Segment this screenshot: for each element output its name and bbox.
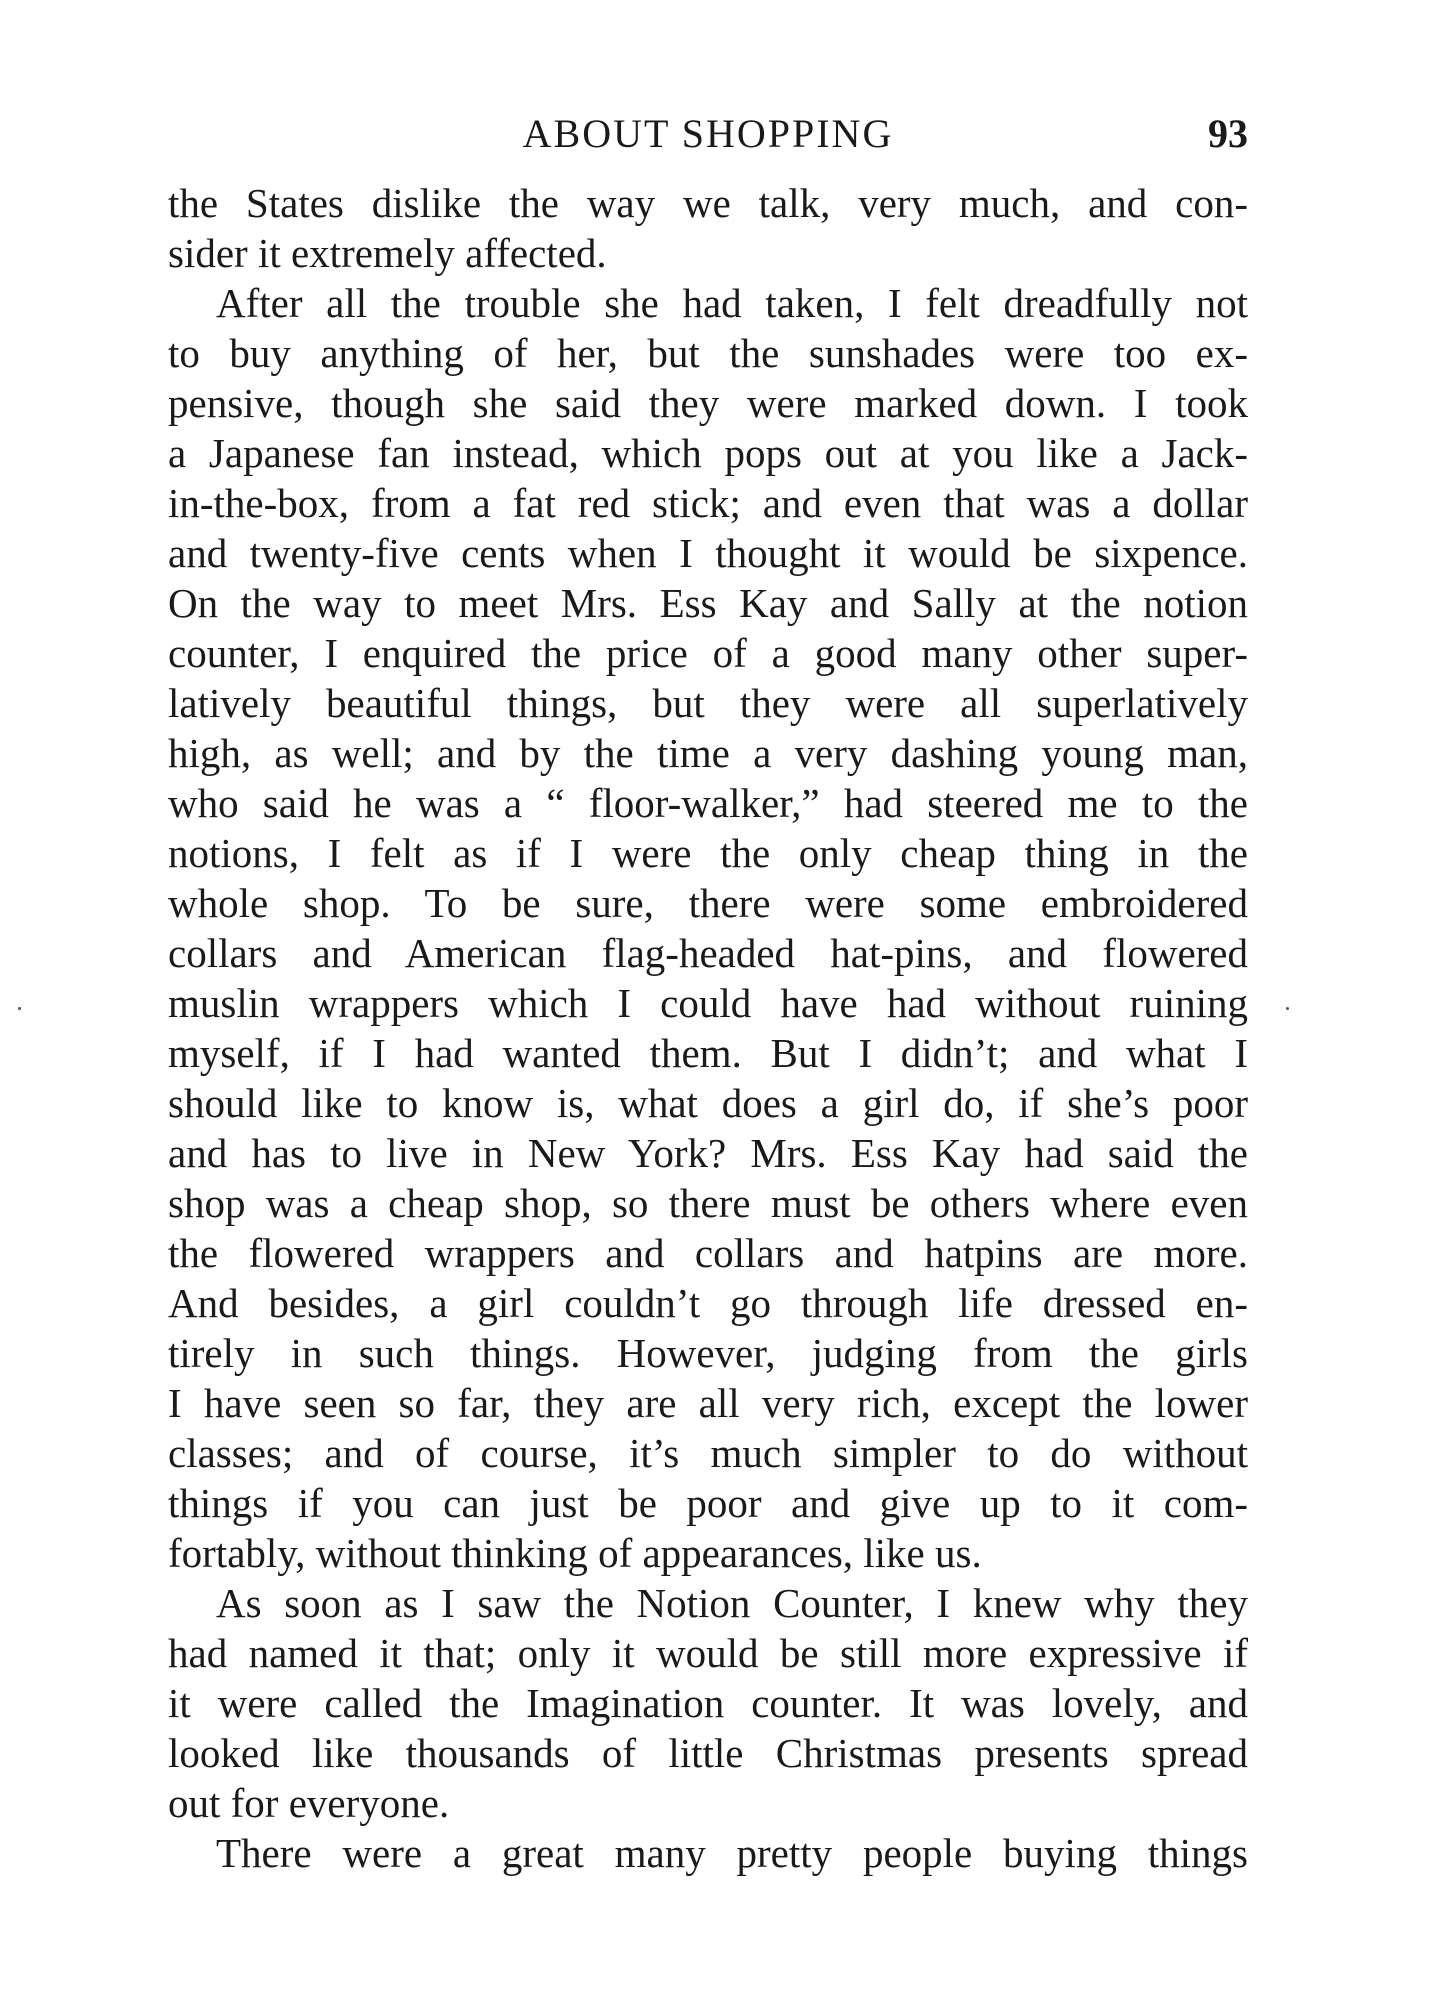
text-line: should like to know is, what does a girl do, if she’s poor <box>168 1080 1248 1126</box>
text-line: and has to live in New York? Mrs. Ess Kay had said the <box>168 1130 1248 1176</box>
text-line: notions, I felt as if I were the only cheap thing in the <box>168 830 1248 876</box>
text-line: classes; and of course, it’s much simpler to do without <box>168 1430 1248 1476</box>
text-line: collars and American flag-headed hat-pins, and flowered <box>168 930 1248 976</box>
text-line: high, as well; and by the time a very dashing young man, <box>168 730 1248 776</box>
text-line: looked like thousands of little Christmas presents spread <box>168 1730 1248 1776</box>
text-line: the States dislike the way we talk, very much, and con- <box>168 180 1248 226</box>
running-head <box>168 104 1248 164</box>
text-line: a Japanese fan instead, which pops out at you like a Jack- <box>168 430 1248 476</box>
text-line: I have seen so far, they are all very rich, except the lower <box>168 1380 1248 1426</box>
text-line: in-the-box, from a fat red stick; and even that was a dollar <box>168 480 1248 526</box>
text-line: whole shop. To be sure, there were some embroidered <box>168 880 1248 926</box>
text-line: tirely in such things. However, judging from the girls <box>168 1330 1248 1376</box>
text-line: the flowered wrappers and collars and hatpins are more. <box>168 1230 1248 1276</box>
text-line: myself, if I had wanted them. But I didn’t; and what I <box>168 1030 1248 1076</box>
text-line: had named it that; only it would be still more expressive if <box>168 1630 1248 1676</box>
text-line: who said he was a “ floor-walker,” had steered me to the <box>168 780 1248 826</box>
body-text <box>168 178 1248 1878</box>
text-line: After all the trouble she had taken, I felt dreadfully not <box>216 280 1248 326</box>
text-line: things if you can just be poor and give up to it com- <box>168 1480 1248 1526</box>
right-margin-speck <box>1286 1007 1289 1010</box>
text-line: On the way to meet Mrs. Ess Kay and Sally at the notion <box>168 580 1248 626</box>
left-margin-speck <box>18 1007 21 1010</box>
text-line: it were called the Imagination counter. It was lovely, and <box>168 1680 1248 1726</box>
text-line: fortably, without thinking of appearances, like us. <box>168 1530 982 1576</box>
text-line: out for everyone. <box>168 1780 450 1826</box>
text-line: sider it extremely affected. <box>168 230 607 276</box>
text-line: and twenty-five cents when I thought it would be sixpence. <box>168 530 1248 576</box>
text-line: counter, I enquired the price of a good many other super- <box>168 630 1248 676</box>
text-line: muslin wrappers which I could have had without ruining <box>168 980 1248 1026</box>
text-line: to buy anything of her, but the sunshades were too ex- <box>168 330 1248 376</box>
text-line: shop was a cheap shop, so there must be others where even <box>168 1180 1248 1226</box>
page-number: 93 <box>1208 111 1248 156</box>
text-line: pensive, though she said they were marked down. I took <box>168 380 1248 426</box>
text-line: As soon as I saw the Notion Counter, I knew why they <box>216 1580 1248 1626</box>
text-line: There were a great many pretty people buying things <box>216 1830 1248 1876</box>
text-line: latively beautiful things, but they were all superlatively <box>168 680 1248 726</box>
text-line: And besides, a girl couldn’t go through life dressed en- <box>168 1280 1248 1326</box>
running-title: ABOUT SHOPPING <box>522 111 894 156</box>
